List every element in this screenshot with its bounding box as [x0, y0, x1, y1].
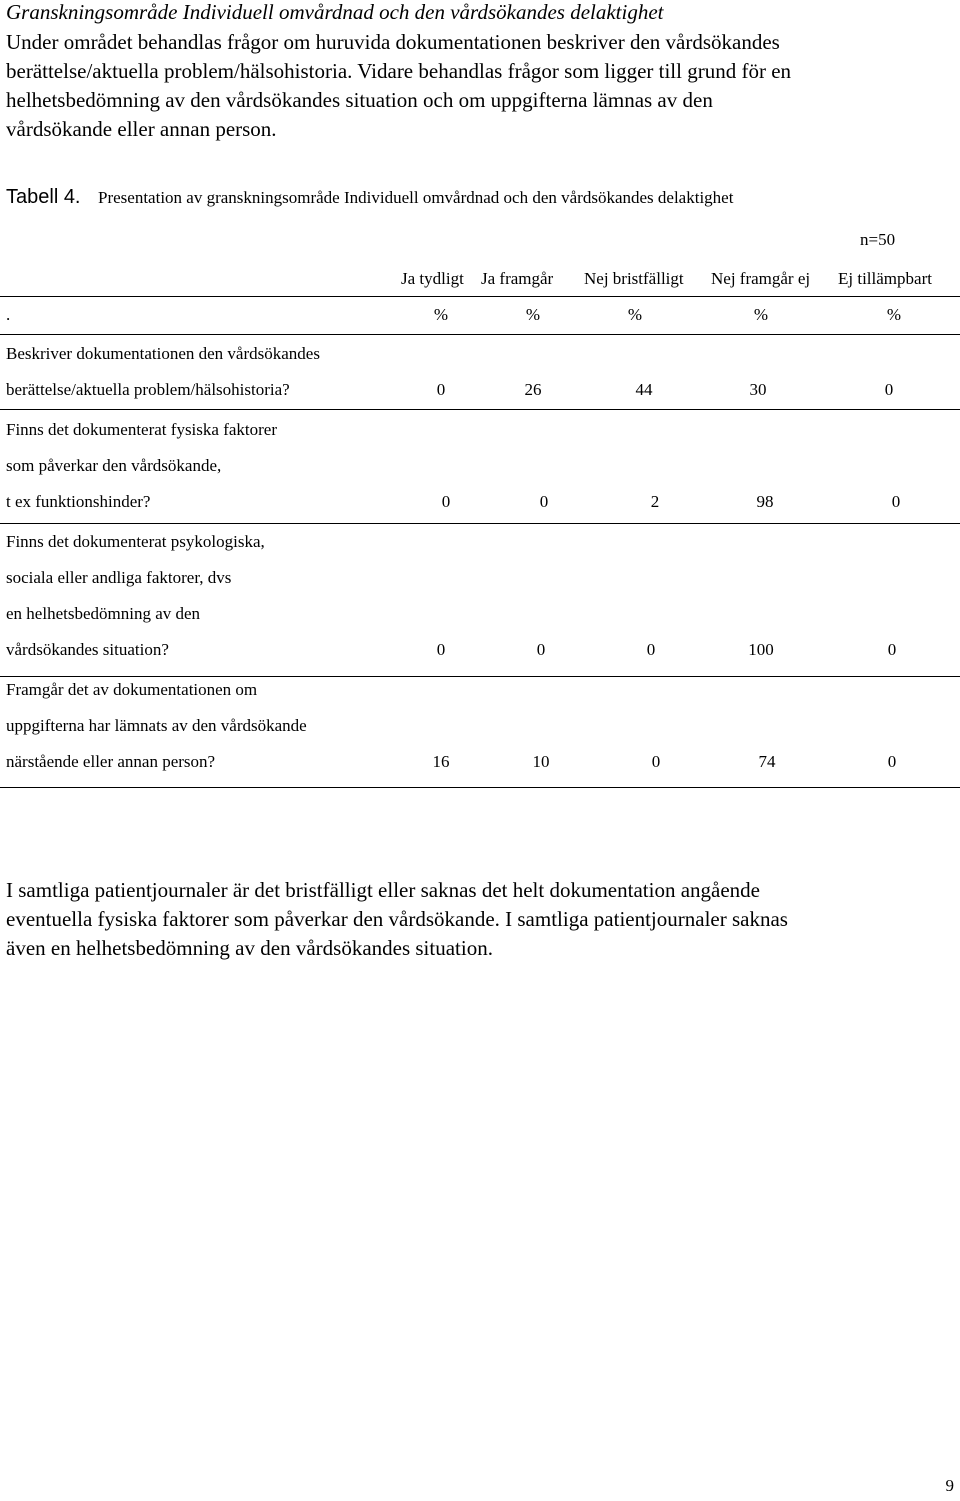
row-3-value-ej-tillampbart: 0	[887, 640, 897, 659]
row-3-rule	[0, 676, 960, 677]
row-1-question-line-2: berättelse/aktuella problem/hälsohistoria?	[6, 380, 290, 399]
unit-label-col-3: %	[627, 305, 643, 324]
row-4-value-ja-framgar: 10	[532, 752, 550, 771]
row-2-question-line-3: t ex funktionshinder?	[6, 492, 151, 511]
column-header-ja-tydligt: Ja tydligt	[401, 269, 464, 288]
column-header-nej-bristfalligt: Nej bristfälligt	[584, 269, 684, 288]
row-4-value-ja-tydligt: 16	[432, 752, 450, 771]
row-2-question-line-1: Finns det dokumenterat fysiska faktorer	[6, 420, 277, 439]
row-1-value-ja-tydligt: 0	[436, 380, 446, 399]
table-caption-text: Presentation av granskningsområde Individuell omvårdnad och den vårdsökandes delaktighet	[98, 188, 734, 207]
table-n-label: n=50	[860, 230, 896, 249]
column-header-nej-framgar-ej: Nej framgår ej	[711, 269, 811, 288]
row-3-value-ja-framgar: 0	[536, 640, 546, 659]
row-1-value-ej-tillampbart: 0	[884, 380, 894, 399]
row-1-value-nej-bristfalligt: 44	[635, 380, 653, 399]
row-4-value-ej-tillampbart: 0	[887, 752, 897, 771]
section-heading: Granskningsområde Individuell omvårdnad och den vårdsökandes delaktighet	[6, 0, 664, 24]
unit-label-col-2: %	[525, 305, 541, 324]
row-3-question-line-2: sociala eller andliga faktorer, dvs	[6, 568, 232, 587]
row-2-question-line-2: som påverkar den vårdsökande,	[6, 456, 222, 475]
table-unit-rule	[0, 334, 960, 335]
row-2-value-ja-tydligt: 0	[441, 492, 451, 511]
unit-row-prefix: .	[6, 305, 11, 324]
row-2-value-nej-framgar-ej: 98	[756, 492, 774, 511]
intro-line-4: vårdsökande eller annan person.	[6, 117, 277, 141]
intro-line-2: berättelse/aktuella problem/hälsohistoria. Vidare behandlas frågor som ligger till grund för en	[6, 59, 792, 83]
row-3-question-line-4: vårdsökandes situation?	[6, 640, 169, 659]
row-1-value-nej-framgar-ej: 30	[749, 380, 767, 399]
row-1-question-line-1: Beskriver dokumentationen den vårdsökandes	[6, 344, 320, 363]
column-header-ej-tillampbart: Ej tillämpbart	[838, 269, 932, 288]
row-3-value-nej-bristfalligt: 0	[646, 640, 656, 659]
row-4-value-nej-bristfalligt: 0	[651, 752, 661, 771]
table-bottom-rule	[0, 787, 960, 788]
row-3-value-nej-framgar-ej: 100	[748, 640, 774, 659]
conclusion-line-1: I samtliga patientjournaler är det bristfälligt eller saknas det helt dokumentation angående	[6, 878, 760, 902]
row-4-question-line-1: Framgår det av dokumentationen om	[6, 680, 258, 699]
row-2-value-ja-framgar: 0	[539, 492, 549, 511]
intro-line-1: Under området behandlas frågor om huruvida dokumentationen beskriver den vårdsökandes	[6, 30, 780, 54]
unit-label-col-4: %	[753, 305, 769, 324]
table-header-rule	[0, 296, 960, 297]
row-1-value-ja-framgar: 26	[524, 380, 542, 399]
intro-line-3: helhetsbedömning av den vårdsökandes situation och om uppgifterna lämnas av den	[6, 88, 713, 112]
row-1-rule	[0, 409, 960, 410]
conclusion-line-2: eventuella fysiska faktorer som påverkar den vårdsökande. I samtliga patientjournaler saknas	[6, 907, 788, 931]
row-3-question-line-3: en helhetsbedömning av den	[6, 604, 201, 623]
row-2-value-ej-tillampbart: 0	[891, 492, 901, 511]
row-2-value-nej-bristfalligt: 2	[650, 492, 660, 511]
row-4-value-nej-framgar-ej: 74	[758, 752, 776, 771]
page-number: 9	[945, 1476, 954, 1495]
conclusion-line-3: även en helhetsbedömning av den vårdsökandes situation.	[6, 936, 493, 960]
row-3-question-line-1: Finns det dokumenterat psykologiska,	[6, 532, 265, 551]
row-2-rule	[0, 523, 960, 524]
row-4-question-line-3: närstående eller annan person?	[6, 752, 216, 771]
unit-label-col-1: %	[433, 305, 449, 324]
column-header-ja-framgar: Ja framgår	[481, 269, 554, 288]
row-4-question-line-2: uppgifterna har lämnats av den vårdsökande	[6, 716, 307, 735]
row-3-value-ja-tydligt: 0	[436, 640, 446, 659]
table-caption-label: Tabell 4.	[6, 186, 81, 208]
unit-label-col-5: %	[886, 305, 902, 324]
